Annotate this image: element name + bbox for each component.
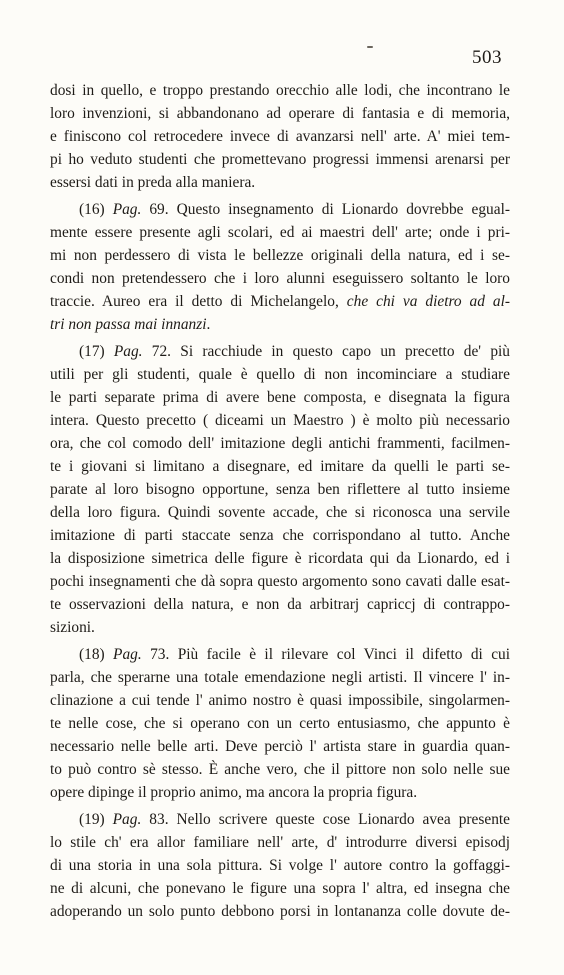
text-line: imitazione di parti staccate senza che corrispondano al tutto. Anche: [50, 527, 510, 544]
body-text: [50, 79, 510, 923]
text-run: 69. Questo insegnamento di Lionardo dovrebbe egual-: [141, 201, 510, 218]
text-line: clinazione a cui tende l' animo nostro è quasi impossibile, singolarmen-: [50, 692, 510, 709]
text-run: .: [206, 316, 211, 333]
italic-run: tri non passa mai innanzi: [50, 316, 207, 333]
text-line: parla, che sperarne una totale emendazione negli artisti. Il vincere l' in-: [50, 669, 510, 686]
text-run: 83. Nello scrivere queste cose Lionardo avea presente: [141, 811, 510, 828]
ink-speck: [367, 46, 373, 48]
text-line: della loro figura. Quindi sovente accade, che si riconosca una servile: [50, 504, 510, 521]
text-line: intera. Questo precetto ( diceami un Maestro ) è molto più necessario: [50, 412, 510, 429]
text-line: parate al loro bisogno opportune, senza ben riflettere al tutto insieme: [50, 481, 510, 498]
text-line: [50, 198, 510, 221]
text-line: loro invenzioni, si abbandonano ad operare di fantasia e di memoria,: [50, 105, 510, 122]
italic-run: Pag.: [113, 343, 143, 360]
text-run: traccie. Aureo era il detto di Michelangelo,: [50, 293, 347, 310]
text-line: dosi in quello, e troppo prestando orecchio alle lodi, che incontrano le: [50, 82, 510, 99]
text-line: [50, 290, 510, 313]
text-run: (16): [79, 201, 113, 218]
text-line: lo stile ch' era allor familiare nell' arte, d' introdurre diversi episodj: [50, 834, 510, 851]
text-run: (19): [79, 811, 113, 828]
text-run: (17): [79, 343, 114, 360]
text-line: te i giovani si limitano a disegnare, ed imitare da quelli le parti se-: [50, 458, 510, 475]
text-line: te osservazioni della natura, e non da arbitrarj capriccj di contrappo-: [50, 596, 510, 613]
text-line: adoperando un solo punto debbono porsi in lontananza colle dovute de-: [50, 903, 510, 920]
text-line: utili per gli studenti, quale è quello di non incominciare a studiare: [50, 366, 510, 383]
text-line: pi ho veduto studenti che promettevano progressi immensi arenarsi per: [50, 151, 510, 168]
text-run: 72. Si racchiude in questo capo un precetto de' più: [142, 343, 510, 360]
text-run: (18): [79, 646, 114, 663]
text-line: e finiscono col retrocedere invece di avanzarsi nell' arte. A' miei tem-: [50, 128, 510, 145]
text-line: essersi dati in preda alla maniera.: [50, 174, 256, 191]
text-line: [50, 313, 510, 336]
text-line: sizioni.: [50, 619, 95, 636]
text-line: ne di alcuni, che ponevano le figure una sopra l' altra, ed insegna che: [50, 880, 510, 897]
text-line: necessario nelle belle arti. Deve perciò l' artista stare in guardia quan-: [50, 738, 510, 755]
text-line: [50, 643, 510, 666]
text-line: te nelle cose, che si operano con un certo entusiasmo, che appunto è: [50, 715, 510, 732]
text-line: la disposizione simetrica delle figure è ricordata qui da Lionardo, ed i: [50, 550, 510, 567]
text-line: ora, che col comodo dell' imitazione degli antichi frammenti, facilmen-: [50, 435, 510, 452]
text-line: mente essere presente agli scolari, ed ai maestri dell' arte; onde i pri-: [50, 224, 510, 241]
italic-run: Pag.: [112, 811, 142, 828]
italic-run: Pag.: [112, 201, 142, 218]
text-run: 73. Più facile è il rilevare col Vinci il difetto di cui: [141, 646, 510, 663]
text-line: [50, 808, 510, 831]
text-line: le parti separate prima di avere bene composta, e disegnata la figura: [50, 389, 510, 406]
italic-run: che chi va dietro ad al-: [346, 293, 510, 310]
text-line: to può contro sè stesso. È anche vero, che il pittore non solo nelle sue: [50, 761, 510, 778]
text-line: condi non pretendessero che i loro alunni eseguissero soltanto le loro: [50, 270, 510, 287]
text-line: pochi insegnamenti che dà sopra questo argomento sono cavati dalle esat-: [50, 573, 510, 590]
text-line: di una storia in una sola pittura. Si volge l' autore contro la goffaggi-: [50, 857, 510, 874]
italic-run: Pag.: [113, 646, 142, 663]
page-number: 503: [472, 47, 502, 68]
text-line: mi non perdessero di vista le bellezze originali della natura, ed i se-: [50, 247, 510, 264]
text-line: [50, 340, 510, 363]
text-line: opere dipinge il proprio animo, ma ancora la propria figura.: [50, 784, 418, 801]
